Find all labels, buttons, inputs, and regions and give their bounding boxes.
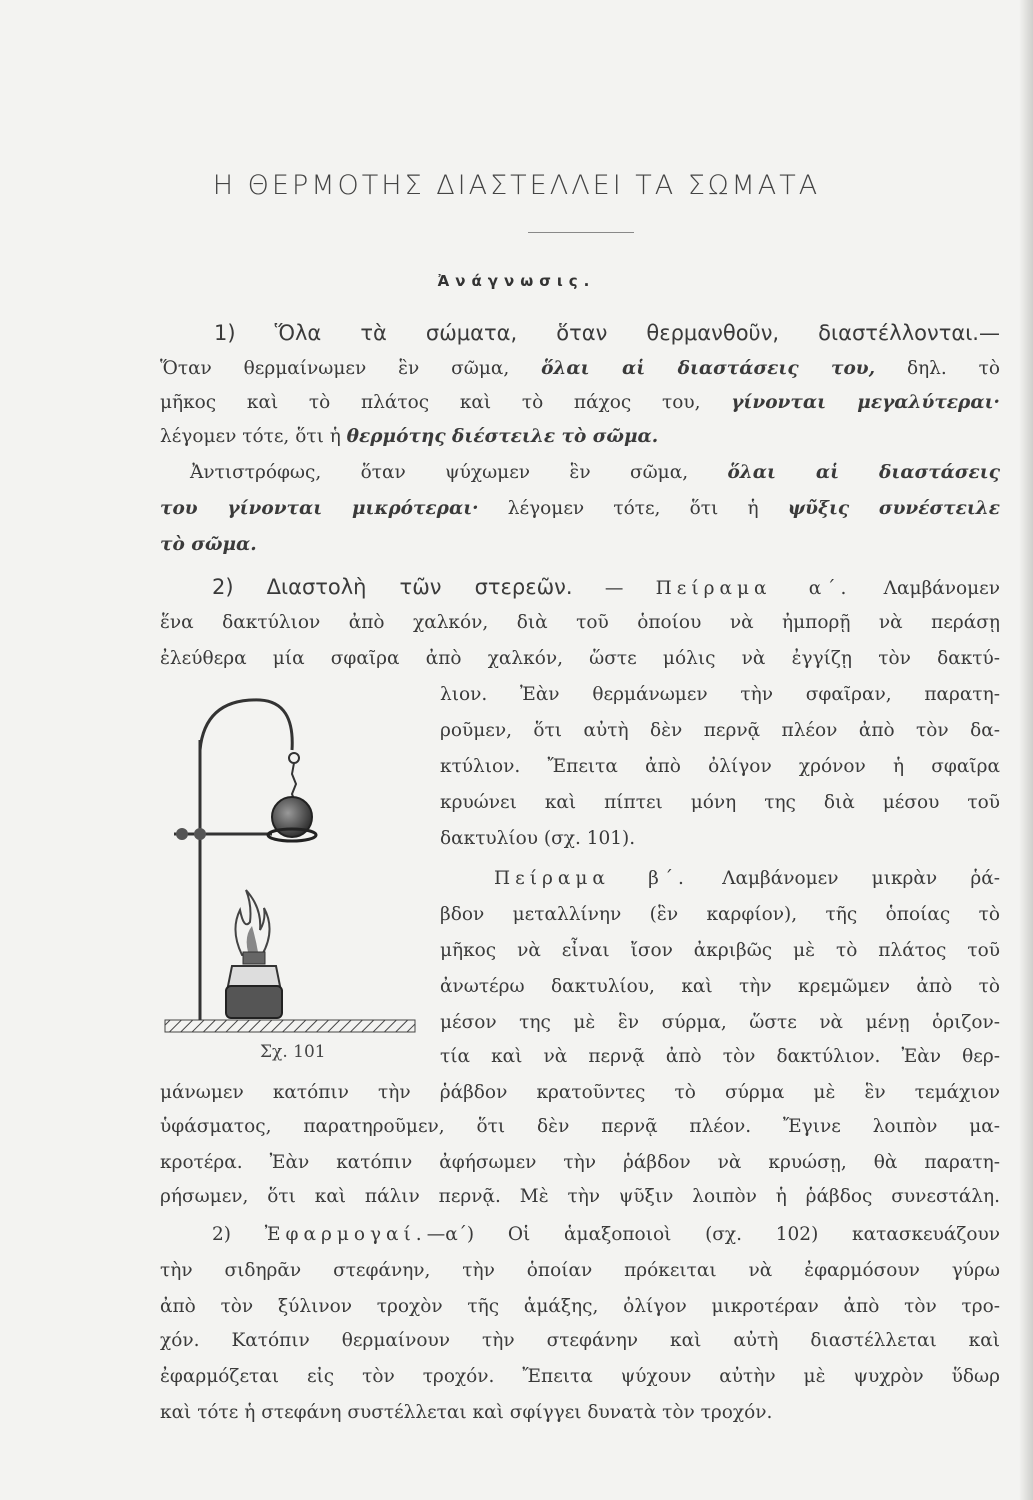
p4-line: ἀνωτέρω δακτυλίου, καὶ τὴν κρεμῶμεν ἀπὸ τὸ xyxy=(440,976,1000,997)
p3-line: ἕνα δακτύλιον ἀπὸ χαλκόν, διὰ τοῦ ὁποίου νὰ ἠμπορῇ νὰ περάσῃ xyxy=(160,612,1000,633)
p3-line: λιον. Ἐὰν θερμάνωμεν τὴν σφαῖραν, παρατη- xyxy=(440,684,1000,705)
p2-line: τὸ σῶμα. xyxy=(160,534,257,555)
p5-line: ἐφαρμόζεται εἰς τὸν τροχόν. Ἔπειτα ψύχουν αὐτὴν μὲ ψυχρὸν ὕδωρ xyxy=(160,1366,1000,1387)
p1-line: λέγομεν τότε, ὅτι ἡ θερμότης διέστειλε τὸ σῶμα. xyxy=(160,426,659,447)
figure-caption: Σχ. 101 xyxy=(260,1042,326,1062)
p4-line: τία καὶ νὰ περνᾷ ἀπὸ τὸν δακτύλιον. Ἐὰν θερ- xyxy=(440,1046,1000,1067)
ball-and-ring-illustration xyxy=(160,690,420,1035)
p5-line: χόν. Κατόπιν θερμαίνουν τὴν στεφάνην καὶ αὐτὴ διαστέλλεται καὶ xyxy=(160,1330,1000,1351)
p4-line: μέσον της μὲ ἓν σύρμα, ὥστε νὰ μένῃ ὁριζον- xyxy=(440,1012,1000,1033)
p4-line: κροτέρα. Ἐὰν κατόπιν ἀφήσωμεν τὴν ῥάβδον νὰ κρυώσῃ, θὰ παρατη- xyxy=(160,1152,1000,1173)
p5-line: ἀπὸ τὸν ξύλινον τροχὸν τῆς ἁμάξης, ὀλίγον μικροτέραν ἀπὸ τὸν τρο- xyxy=(160,1296,1000,1317)
p1-line: μῆκος καὶ τὸ πλάτος καὶ τὸ πάχος του, γίνονται μεγαλύτεραι· xyxy=(160,392,1000,413)
p2-line: του γίνονται μικρότεραι· λέγομεν τότε, ὅτι ἡ ψῦξις συνέστειλε xyxy=(160,498,1000,519)
p3-line: ἐλεύθερα μία σφαῖρα ἀπὸ χαλκόν, ὥστε μόλις νὰ ἐγγίζῃ τὸν δακτύ- xyxy=(160,648,1000,669)
p5-line: καὶ τότε ἡ στεφάνη συστέλλεται καὶ σφίγγει δυνατὰ τὸν τροχόν. xyxy=(160,1402,773,1423)
title-divider xyxy=(528,232,634,233)
p2-line: Ἀντιστρόφως, ὅταν ψύχωμεν ἓν σῶμα, ὅλαι αἱ διαστάσεις xyxy=(190,462,1000,483)
section-subhead: Ἀνάγνωσις. xyxy=(437,272,596,290)
p1-heading: 1) Ὅλα τὰ σώματα, ὅταν θερμανθοῦν, διαστέλλονται.— xyxy=(214,321,1000,345)
p5-line: τὴν σιδηρᾶν στεφάνην, τὴν ὁποίαν πρόκειται νὰ ἐφαρμόσουν γύρω xyxy=(160,1260,1000,1281)
p3-line: δακτυλίου (σχ. 101). xyxy=(440,828,636,849)
p3-line: κρυώνει καὶ πίπτει μόνη της διὰ μέσου τοῦ xyxy=(440,792,1000,813)
chapter-title: Η ΘΕΡΜΟΤΗΣ ΔΙΑΣΤΕΛΛΕΙ ΤΑ ΣΩΜΑΤΑ xyxy=(212,170,821,201)
p4-line: ὑφάσματος, παρατηροῦμεν, ὅτι δὲν περνᾷ πλέον. Ἔγινε λοιπὸν μα- xyxy=(160,1116,1000,1137)
p4-line: ρήσωμεν, ὅτι καὶ πάλιν περνᾷ. Μὲ τὴν ψῦξιν λοιπὸν ἡ ῥάβδος συνεστάλη. xyxy=(160,1186,1000,1207)
page-edge-shadow xyxy=(1019,0,1033,1500)
p1-line: Ὅταν θερμαίνωμεν ἓν σῶμα, ὅλαι αἱ διαστάσεις του, δηλ. τὸ xyxy=(160,358,1001,379)
p4-line: βδον μεταλλίνην (ἓν καρφίον), τῆς ὁποίας τὸ xyxy=(440,904,1000,925)
p3-line: κτύλιον. Ἔπειτα ἀπὸ ὀλίγον χρόνον ἡ σφαῖρα xyxy=(440,756,1000,777)
p5-line: 2) Ἐφαρμογαί.—α΄) Οἱ ἁμαξοποιοὶ (σχ. 102) κατασκευάζουν xyxy=(212,1224,1000,1245)
p4-line: μῆκος νὰ εἶναι ἴσον ἀκριβῶς μὲ τὸ πλάτος τοῦ xyxy=(440,940,1000,961)
p4-line: Πείραμα β΄. Λαμβάνομεν μικρὰν ῥά- xyxy=(494,868,1000,889)
p3-line: 2) Διαστολὴ τῶν στερεῶν. — Πείραμα α΄. Λαμβάνομεν xyxy=(212,575,1000,599)
p4-line: μάνωμεν κατόπιν τὴν ῥάβδον κρατοῦντες τὸ σύρμα μὲ ἓν τεμάχιον xyxy=(160,1082,1000,1103)
p3-line: ροῦμεν, ὅτι αὐτὴ δὲν περνᾷ πλέον ἀπὸ τὸν δα- xyxy=(440,720,1000,741)
